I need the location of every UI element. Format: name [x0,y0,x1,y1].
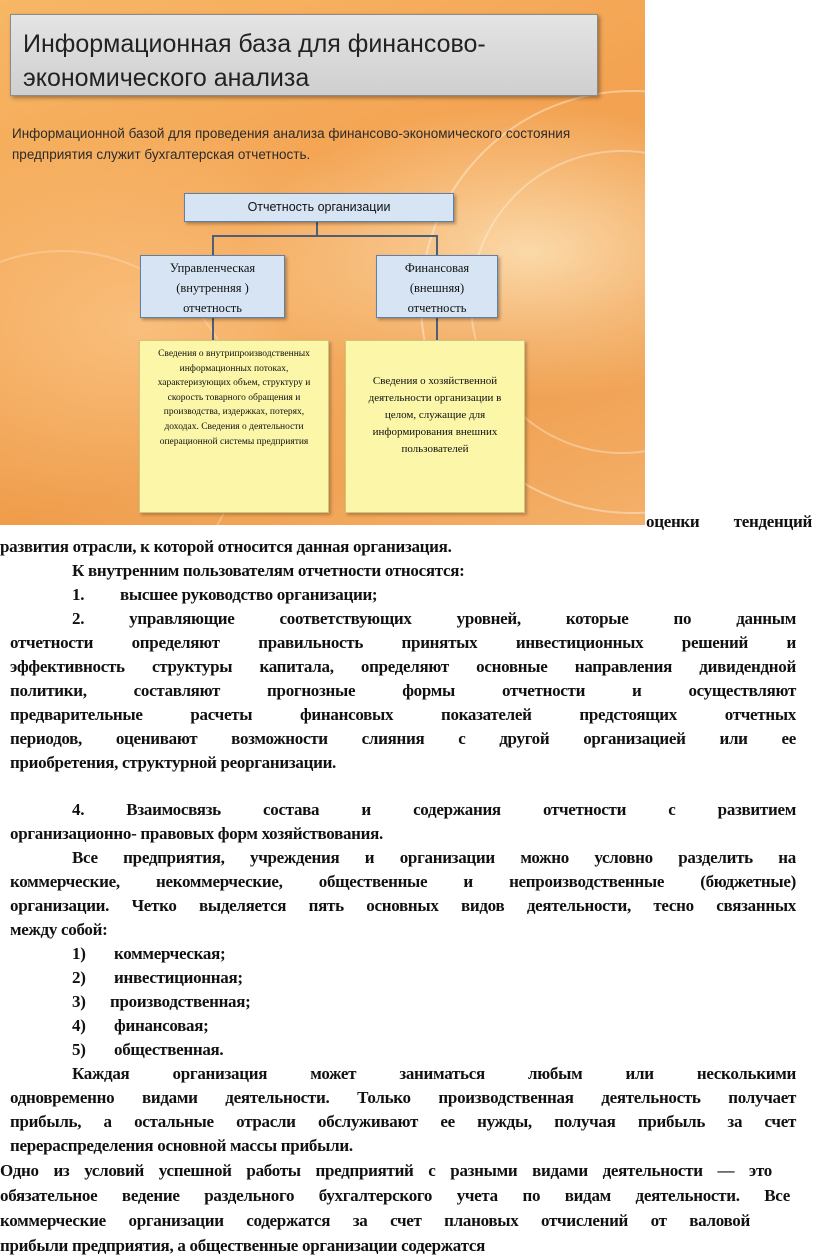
list-number: 1. [72,585,85,604]
text-line: эффективность структуры капитала, определяют основные направления дивидендной [10,657,796,676]
text-line: предварительные расчеты финансовых показателей предстоящих отчетных [10,705,796,724]
list-number: 5) [72,1040,86,1059]
text-line: периодов, оценивают возможности слияния с другой организацией или ее [10,729,796,748]
list-text: общественная. [114,1040,224,1059]
list-text: финансовая; [114,1016,209,1035]
text-line: одновременно видами деятельности. Только производственная деятельность получает [10,1088,796,1107]
text-line: приобретения, структурной реорганизации. [10,753,337,772]
text-line: Все предприятия, учреждения и организации можно условно разделить на [72,848,796,867]
list-item [72,944,225,964]
slide-title: Информационная база для финансово-экономического анализа [23,30,486,92]
text-line: прибыль, а остальные отрасли обслуживают ее нужды, получая прибыль за счет [10,1112,796,1131]
note-internal-info: Сведения о внутрипроизводственных информационных потоках, характеризующих объем, структуру и скорость товарного обращения и производства, издержках, потерях, доходах. Сведения о деятельности операционной системы предприятия [139,340,329,513]
list-text: высшее руководство организации; [120,585,378,604]
text-line: коммерческие, некоммерческие, общественные и непроизводственные (бюджетные) [10,872,796,891]
node-label: (внутренняя ) [176,281,249,295]
slide-image [0,0,645,525]
node-label: (внешняя) [409,281,465,295]
node-organization-reporting: Отчетность организации [184,193,454,222]
text-line: отчетности определяют правильность принятых инвестиционных решений и [10,633,796,652]
node-management-reporting [140,255,285,318]
section-heading: организационно- правовых форм хозяйствования. [10,824,384,843]
text-line: между собой: [10,920,108,939]
list-text: инвестиционная; [114,968,243,987]
node-label: отчетность [183,301,242,315]
connector-line [316,220,318,236]
list-item [72,1040,223,1060]
node-label: Управленческая [169,261,256,275]
list-number: 1) [72,944,86,963]
list-text: коммерческая; [114,944,226,963]
list-number: 3) [72,992,86,1011]
connector-line [436,235,438,255]
note-external-info: Сведения о хозяйственной деятельности организации в целом, служащие для информирования внешних пользователей [345,340,525,513]
list-text: производственная; [110,992,251,1011]
text-line: Одно из условий успешной работы предприятий с разными видами деятельности — это [0,1161,772,1180]
list-item [72,585,377,605]
list-item [72,968,243,988]
text-line: 2. управляющие соответствующих уровней, которые по данным [72,609,796,628]
list-item [72,992,251,1012]
node-label: Финансовая [404,261,470,275]
text-line: организации. Четко выделяется пять основных видов деятельности, тесно связанных [10,896,796,915]
node-financial-reporting [376,255,498,318]
text-line: развития отрасли, к которой относится данная организация. [0,537,452,556]
text-line: оценки тенденций [646,512,812,531]
list-number: 4) [72,1016,86,1035]
slide-intro-text: Информационной базой для проведения анализа финансово-экономического состояния предприятия служит бухгалтерская отчетность. [12,126,571,162]
slide-title-box [10,14,598,96]
text-line: Каждая организация может заниматься любым или несколькими [72,1064,796,1083]
text-line: перераспределения основной массы прибыли. [10,1136,353,1155]
connector-line [212,235,214,255]
list-number: 2) [72,968,86,987]
internal-users-heading: К внутренним пользователям отчетности относятся: [72,561,465,580]
text-line: политики, составляют прогнозные формы отчетности и осуществляют [10,681,796,700]
node-label: отчетность [407,301,467,315]
text-line: обязательное ведение раздельного бухгалтерского учета по видам деятельности. Все [0,1186,790,1205]
text-line: коммерческие организации содержатся за счет плановых отчислений от валовой [0,1211,750,1230]
connector-line [212,318,214,340]
list-item [72,1016,209,1036]
text-line: прибыли предприятия, а общественные организации содержатся [0,1236,485,1255]
connector-line [436,318,438,340]
connector-line [212,235,438,237]
section-heading: 4. Взаимосвязь состава и содержания отчетности с развитием [72,800,796,819]
